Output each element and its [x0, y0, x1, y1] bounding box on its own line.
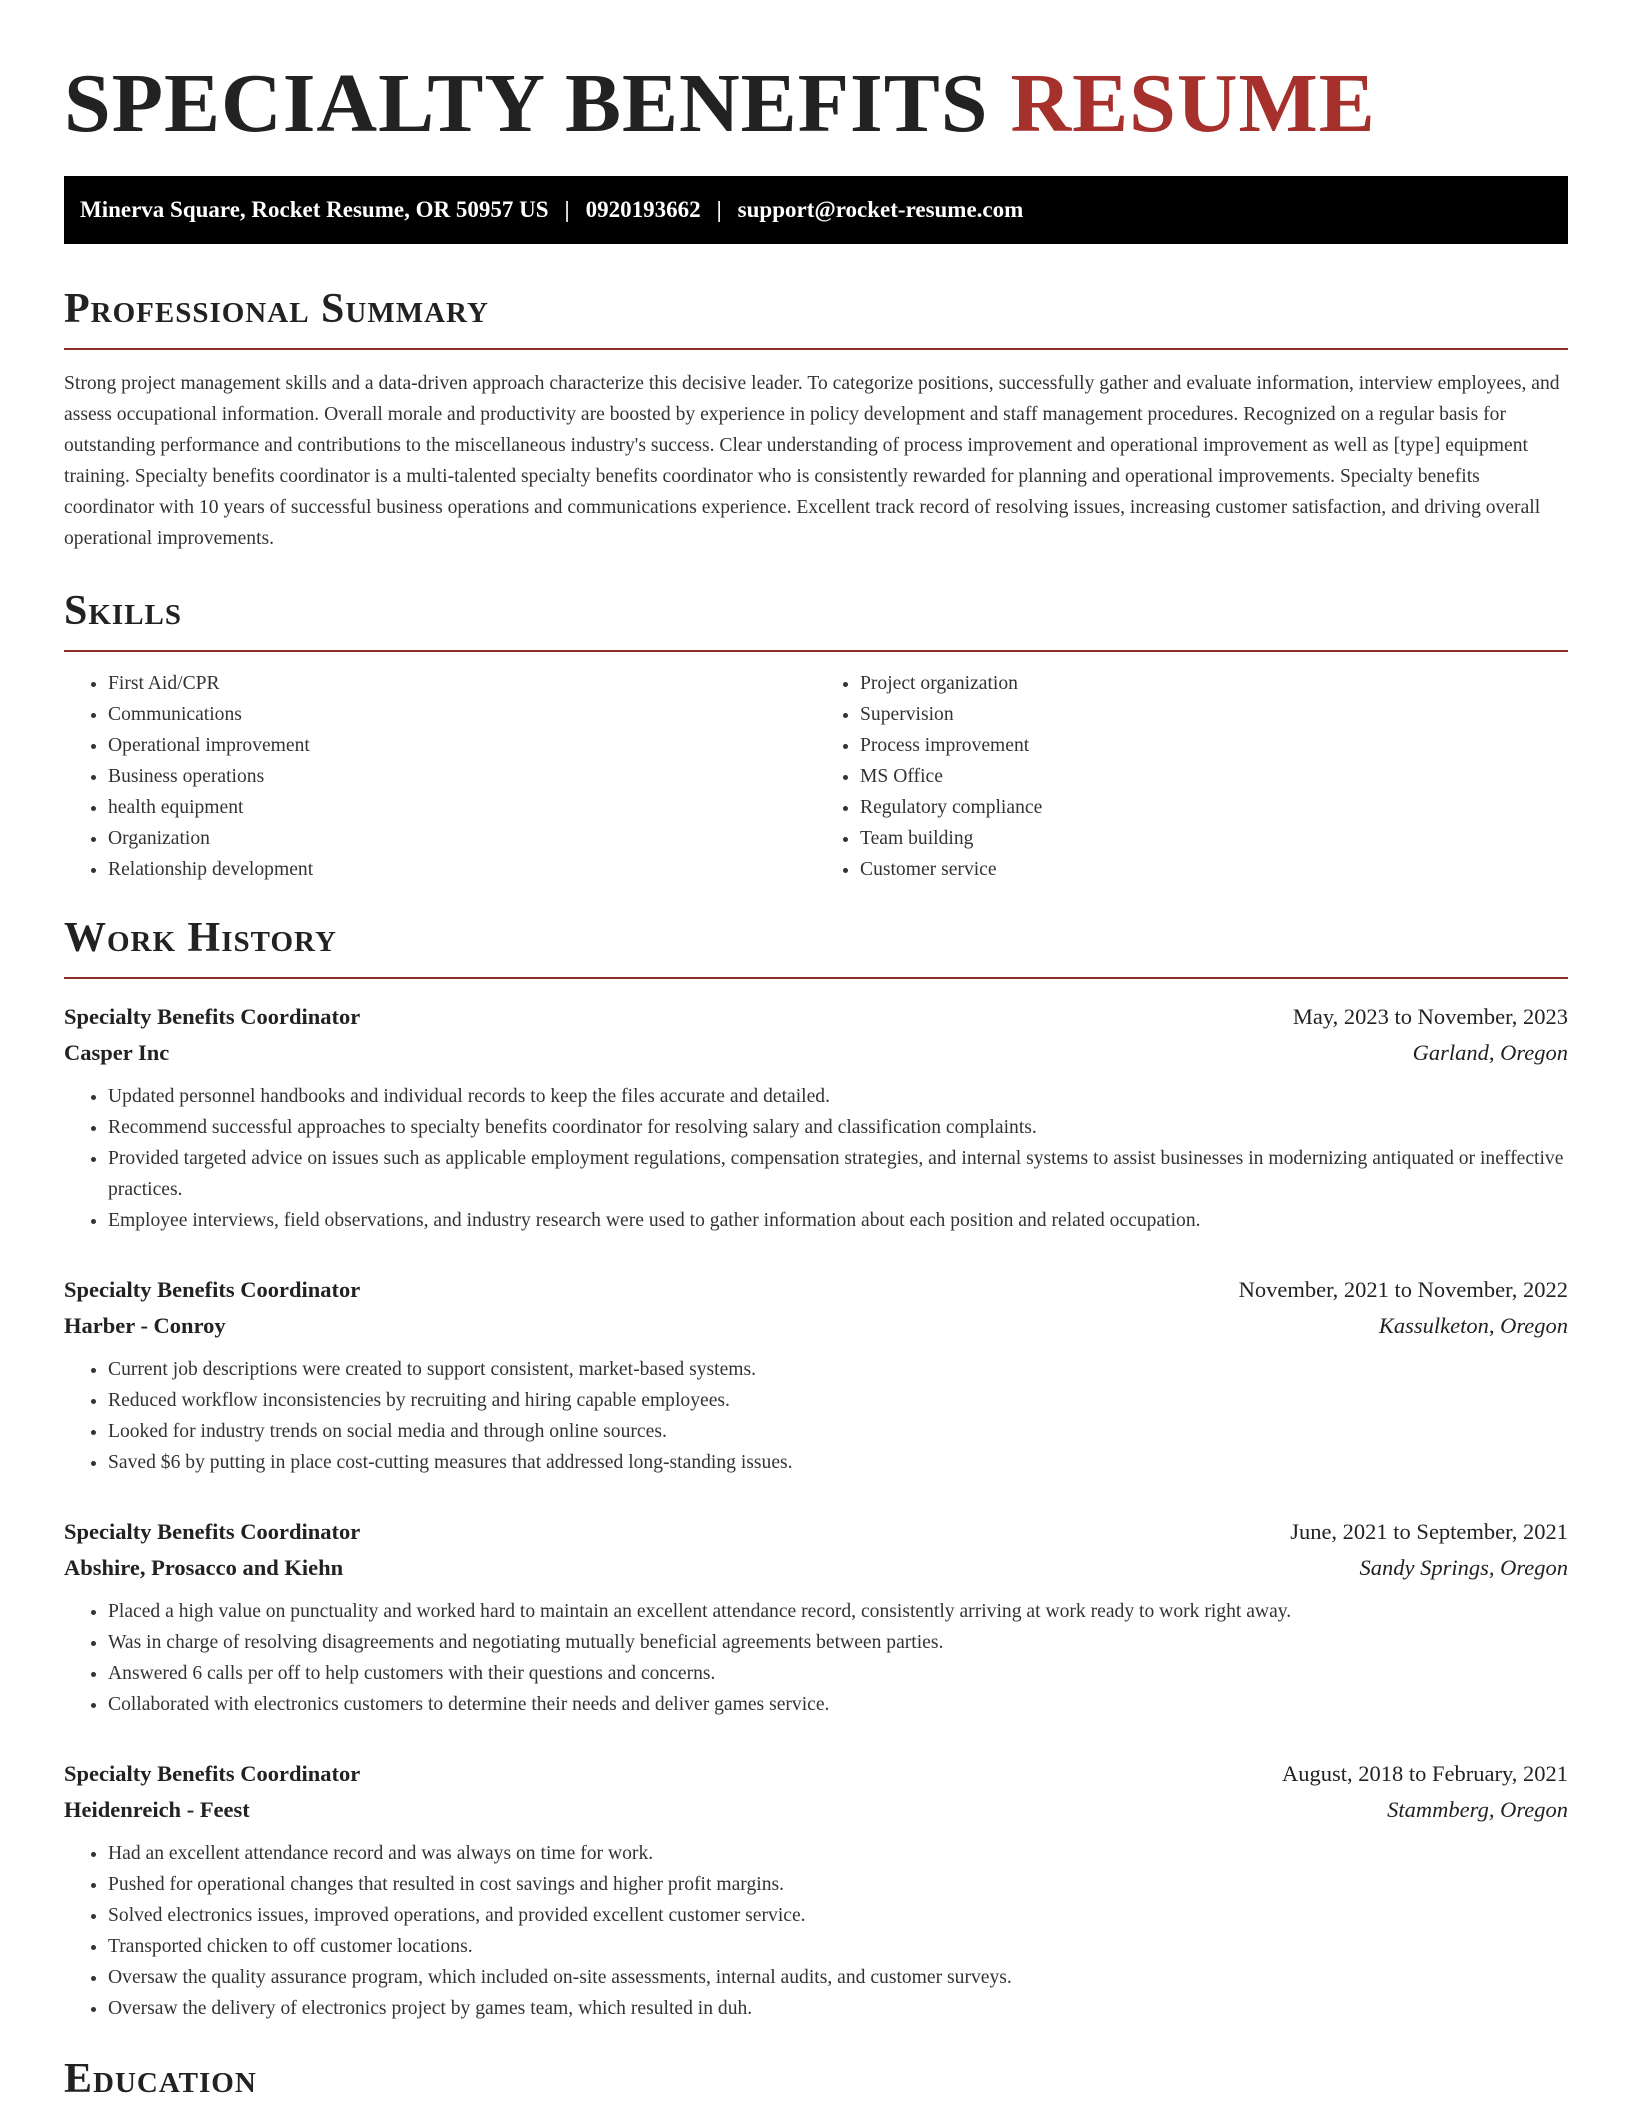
job-entry: [64, 1756, 1568, 2024]
skill-item: • Project organization: [860, 668, 1568, 699]
skills-column-right: [816, 668, 1568, 885]
job-company: Casper Inc: [64, 1040, 170, 1065]
job-bullet: • Looked for industry trends on social media and through online sources.: [108, 1416, 1568, 1447]
job-entry: [64, 1272, 1568, 1478]
education-section: [64, 2054, 1568, 2118]
skill-item: • health equipment: [108, 792, 816, 823]
skill-item: • Business operations: [108, 761, 816, 792]
job-company: Harber - Conroy: [64, 1313, 226, 1338]
job-title: Specialty Benefits Coordinator: [64, 1277, 361, 1302]
job-entry: [64, 1514, 1568, 1720]
job-bullet: • Oversaw the quality assurance program, which included on-site assessments, internal audits, and customer surveys.: [108, 1962, 1568, 1993]
skill-item: • Relationship development: [108, 854, 816, 885]
work-history-section: [64, 913, 1568, 2024]
skills-column-left: [64, 668, 816, 885]
job-bullet: • Solved electronics issues, improved operations, and provided excellent customer service.: [108, 1900, 1568, 1931]
job-bullet: • Collaborated with electronics customers to determine their needs and deliver games service.: [108, 1689, 1568, 1720]
job-bullet: • Oversaw the delivery of electronics project by games team, which resulted in duh.: [108, 1993, 1568, 2024]
contact-separator: |: [564, 197, 570, 222]
job-company-row: [64, 1550, 1568, 1586]
skill-item: • Customer service: [860, 854, 1568, 885]
summary-section: [64, 284, 1568, 554]
contact-phone: 0920193662: [585, 197, 701, 222]
contact-separator: |: [716, 197, 722, 222]
job-title: Specialty Benefits Coordinator: [64, 1004, 361, 1029]
job-location: Sandy Springs, Oregon: [1359, 1555, 1568, 1580]
job-company-row: [64, 1035, 1568, 1071]
education-heading: Education: [64, 2056, 257, 2102]
skills-section: [64, 586, 1568, 885]
job-company: Abshire, Prosacco and Kiehn: [64, 1555, 344, 1580]
skill-item: • Team building: [860, 823, 1568, 854]
job-bullet-list: [64, 1596, 1568, 1720]
summary-text: Strong project management skills and a data-driven approach characterize this decisive leader. To categorize positions, successfully gather and evaluate information, interview employees, and assess occupational information. Overall morale and productivity are boosted by experience in policy development and staff management procedures. Recognized on a regular basis for outstanding performance and contributions to the miscellaneous industry's success. Clear understanding of process improvement and operational improvement as well as [type] equipment training. Specialty benefits coordinator is a multi-talented specialty benefits coordinator who is consistently rewarded for planning and operational improvements. Specialty benefits coordinator with 10 years of successful business operations and communications experience. Excellent track record of resolving issues, increasing customer satisfaction, and driving overall operational improvements.: [64, 373, 1560, 549]
job-bullet: • Updated personnel handbooks and individual records to keep the files accurate and detailed.: [108, 1081, 1568, 1112]
skill-item: • Organization: [108, 823, 816, 854]
job-location: Kassulketon, Oregon: [1378, 1313, 1568, 1338]
job-bullet: • Recommend successful approaches to specialty benefits coordinator for resolving salary and classification complaints.: [108, 1112, 1568, 1143]
job-header-row: [64, 1514, 1568, 1550]
job-entry: [64, 999, 1568, 1236]
job-bullet: • Transported chicken to off customer locations.: [108, 1931, 1568, 1962]
job-header-row: [64, 1756, 1568, 1792]
skill-item: • Communications: [108, 699, 816, 730]
resume-title: [64, 0, 1568, 154]
job-dates: November, 2021 to November, 2022: [1238, 1277, 1568, 1302]
title-accent: RESUME: [1010, 57, 1376, 150]
skills-grid: [64, 668, 1568, 885]
job-bullet: • Provided targeted advice on issues such as applicable employment regulations, compensation strategies, and internal systems to assist businesses in modernizing antiquated or ineffective practices.: [108, 1143, 1568, 1205]
skill-item: • First Aid/CPR: [108, 668, 816, 699]
contact-address: Minerva Square, Rocket Resume, OR 50957 US: [80, 197, 549, 222]
job-bullet: • Saved $6 by putting in place cost-cutting measures that addressed long-standing issues.: [108, 1447, 1568, 1478]
job-bullet: • Answered 6 calls per off to help customers with their questions and concerns.: [108, 1658, 1568, 1689]
job-title: Specialty Benefits Coordinator: [64, 1761, 361, 1786]
job-location: Garland, Oregon: [1412, 1040, 1568, 1065]
job-company: Heidenreich - Feest: [64, 1797, 250, 1822]
job-bullet: • Current job descriptions were created to support consistent, market-based systems.: [108, 1354, 1568, 1385]
job-bullet: • Employee interviews, field observations, and industry research were used to gather information about each position and related occupation.: [108, 1205, 1568, 1236]
skill-item: • MS Office: [860, 761, 1568, 792]
job-company-row: [64, 1308, 1568, 1344]
job-bullet-list: [64, 1838, 1568, 2024]
work-history-heading: Work History: [64, 913, 1568, 979]
skills-heading: Skills: [64, 586, 1568, 652]
job-company-row: [64, 1792, 1568, 1828]
job-dates: May, 2023 to November, 2023: [1292, 1004, 1568, 1029]
skill-item: • Regulatory compliance: [860, 792, 1568, 823]
job-bullet: • Reduced workflow inconsistencies by recruiting and hiring capable employees.: [108, 1385, 1568, 1416]
skill-item: • Operational improvement: [108, 730, 816, 761]
job-bullet: • Placed a high value on punctuality and worked hard to maintain an excellent attendance record, consistently arriving at work ready to work right away.: [108, 1596, 1568, 1627]
contact-email[interactable]: support@rocket-resume.com: [737, 197, 1024, 222]
job-title: Specialty Benefits Coordinator: [64, 1519, 361, 1544]
contact-bar: [64, 176, 1568, 244]
summary-heading: Professional Summary: [64, 284, 1568, 350]
job-bullet: • Had an excellent attendance record and was always on time for work.: [108, 1838, 1568, 1869]
skill-item: • Process improvement: [860, 730, 1568, 761]
title-main: SPECIALTY BENEFITS: [64, 57, 989, 150]
job-dates: August, 2018 to February, 2021: [1281, 1761, 1568, 1786]
job-header-row: [64, 1272, 1568, 1308]
skill-item: • Supervision: [860, 699, 1568, 730]
job-dates: June, 2021 to September, 2021: [1290, 1519, 1568, 1544]
job-bullet: • Pushed for operational changes that resulted in cost savings and higher profit margins.: [108, 1869, 1568, 1900]
job-location: Stammberg, Oregon: [1387, 1797, 1568, 1822]
job-header-row: [64, 999, 1568, 1035]
job-bullet: • Was in charge of resolving disagreements and negotiating mutually beneficial agreements between parties.: [108, 1627, 1568, 1658]
job-bullet-list: [64, 1354, 1568, 1478]
job-bullet-list: [64, 1081, 1568, 1236]
